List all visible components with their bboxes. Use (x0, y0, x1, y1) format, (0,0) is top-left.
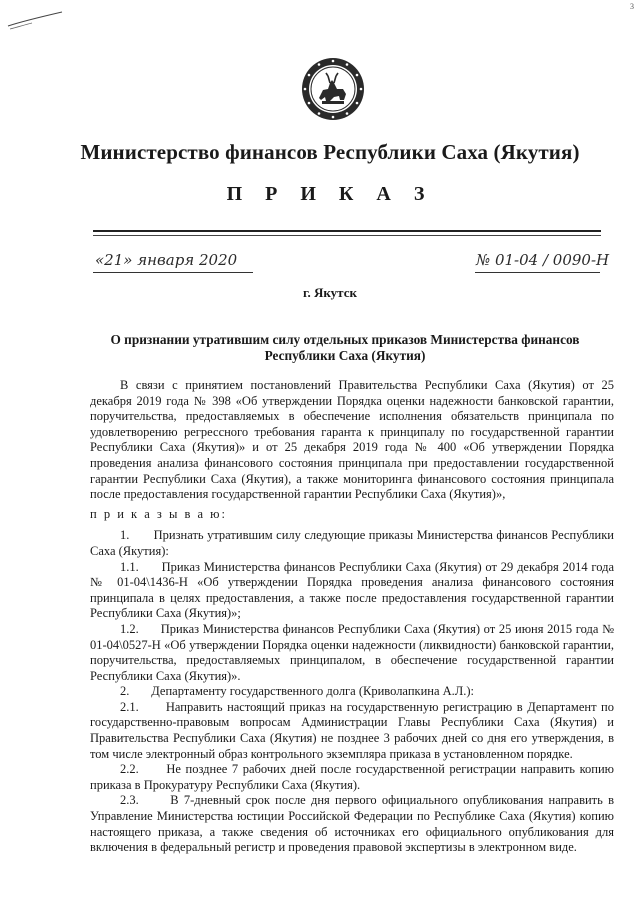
date-underline (93, 272, 253, 273)
order-title: О признании утратившим силу отдельных приказов Министерства финансов Республики Саха (Якутия) (110, 332, 580, 363)
item-number: 2.3. (120, 793, 139, 808)
item-number: 1.2. (120, 621, 139, 636)
coat-of-arms-emblem (300, 56, 366, 122)
intro-paragraph: В связи с принятием постановлений Правительства Республики Саха (Якутия) от 25 декабря 2019 года № 398 «Об утверждении Порядка оценки надежности банковской гарантии, поручительства, предоставляемых в обеспечение исполнения обязательств принципала по удовлетворению регрессного требования гаранта к принципалу по государственной гарантии Республики Саха (Якутия)» и от 25 декабря 2019 года № 400 «Об утверждении Порядка проведения анализа финансового состояния принципала при предоставлении государственной гарантии Республики Саха (Якутия), а также мониторинга финансового состояния принципала после предоставления государственной гарантии Республики Саха (Якутия)», (90, 378, 614, 502)
item-number: 2.1. (120, 699, 139, 714)
list-item (90, 793, 614, 855)
item-text: Приказ Министерства финансов Республики Саха (Якутия) от 25 июня 2015 года № 01-04\0527-Н «Об утверждении Порядка оценки надежности (ликвидности) банковской гарантии, поручительства, предоставляемых принципалом, в обеспечение государственной гарантии Республики Саха (Якутия)». (90, 621, 615, 683)
list-item (90, 700, 614, 762)
list-item (90, 560, 614, 622)
item-text: Признать утратившим силу следующие приказы Министерства финансов Республики Саха (Якутия): (90, 528, 614, 558)
document-type: П Р И К А З (226, 183, 434, 205)
number-underline (475, 272, 600, 273)
list-item (90, 762, 614, 793)
item-text: Департаменту государственного долга (Криволапкина А.Л.): (151, 684, 475, 699)
decree-word: п р и к а з ы в а ю: (90, 506, 227, 521)
city: г. Якутск (303, 285, 357, 300)
handwritten-mark (6, 8, 64, 32)
list-item (90, 684, 614, 700)
list-item (90, 528, 614, 559)
item-text: Не позднее 7 рабочих дней после государственной регистрации направить копию приказа в Прокуратуру Республики Саха (Якутия). (90, 762, 614, 792)
ministry-name: Министерство финансов Республики Саха (Якутия) (80, 140, 580, 164)
item-number: 2.2. (120, 762, 139, 777)
item-number: 2. (120, 684, 130, 699)
page-number: 3 (630, 2, 634, 11)
item-text: Направить настоящий приказ на государственную регистрацию в Департамент по государственно-правовым вопросам Администрации Главы Республики Саха (Якутия) и Правительства Республики Саха (Якутия) не позднее 3 рабочих дней со дня его утверждения, в том числе электронный образ контрольного экземпляра приказа в установленном порядке. (90, 699, 615, 761)
header-divider (93, 230, 601, 232)
item-text: Приказ Министерства финансов Республики Саха (Якутия) от 29 декабря 2014 года № 01-04\1436-Н «Об утверждении Порядка проведения анализа финансового состояния принципала в целях предоставления, а также после предоставления государственной гарантии Республики Саха (Якутия)»; (90, 559, 614, 621)
item-text: В 7-дневный срок после дня первого официального опубликования направить в Управление Министерства юстиции Российской Федерации по Республике Саха (Якутия) копию настоящего приказа, а также сведения об источниках его официального опубликования для включения в федеральный регистр и проведения правовой экспертизы в электронном виде. (90, 793, 614, 855)
header-divider-thin (93, 235, 601, 236)
item-number: 1. (120, 528, 130, 543)
item-number: 1.1. (120, 559, 139, 574)
handwritten-number: № 01-04 / 0090-Н (476, 251, 610, 269)
order-body (90, 378, 614, 856)
list-item (90, 622, 614, 684)
handwritten-date: «21» января 2020 (95, 251, 238, 269)
